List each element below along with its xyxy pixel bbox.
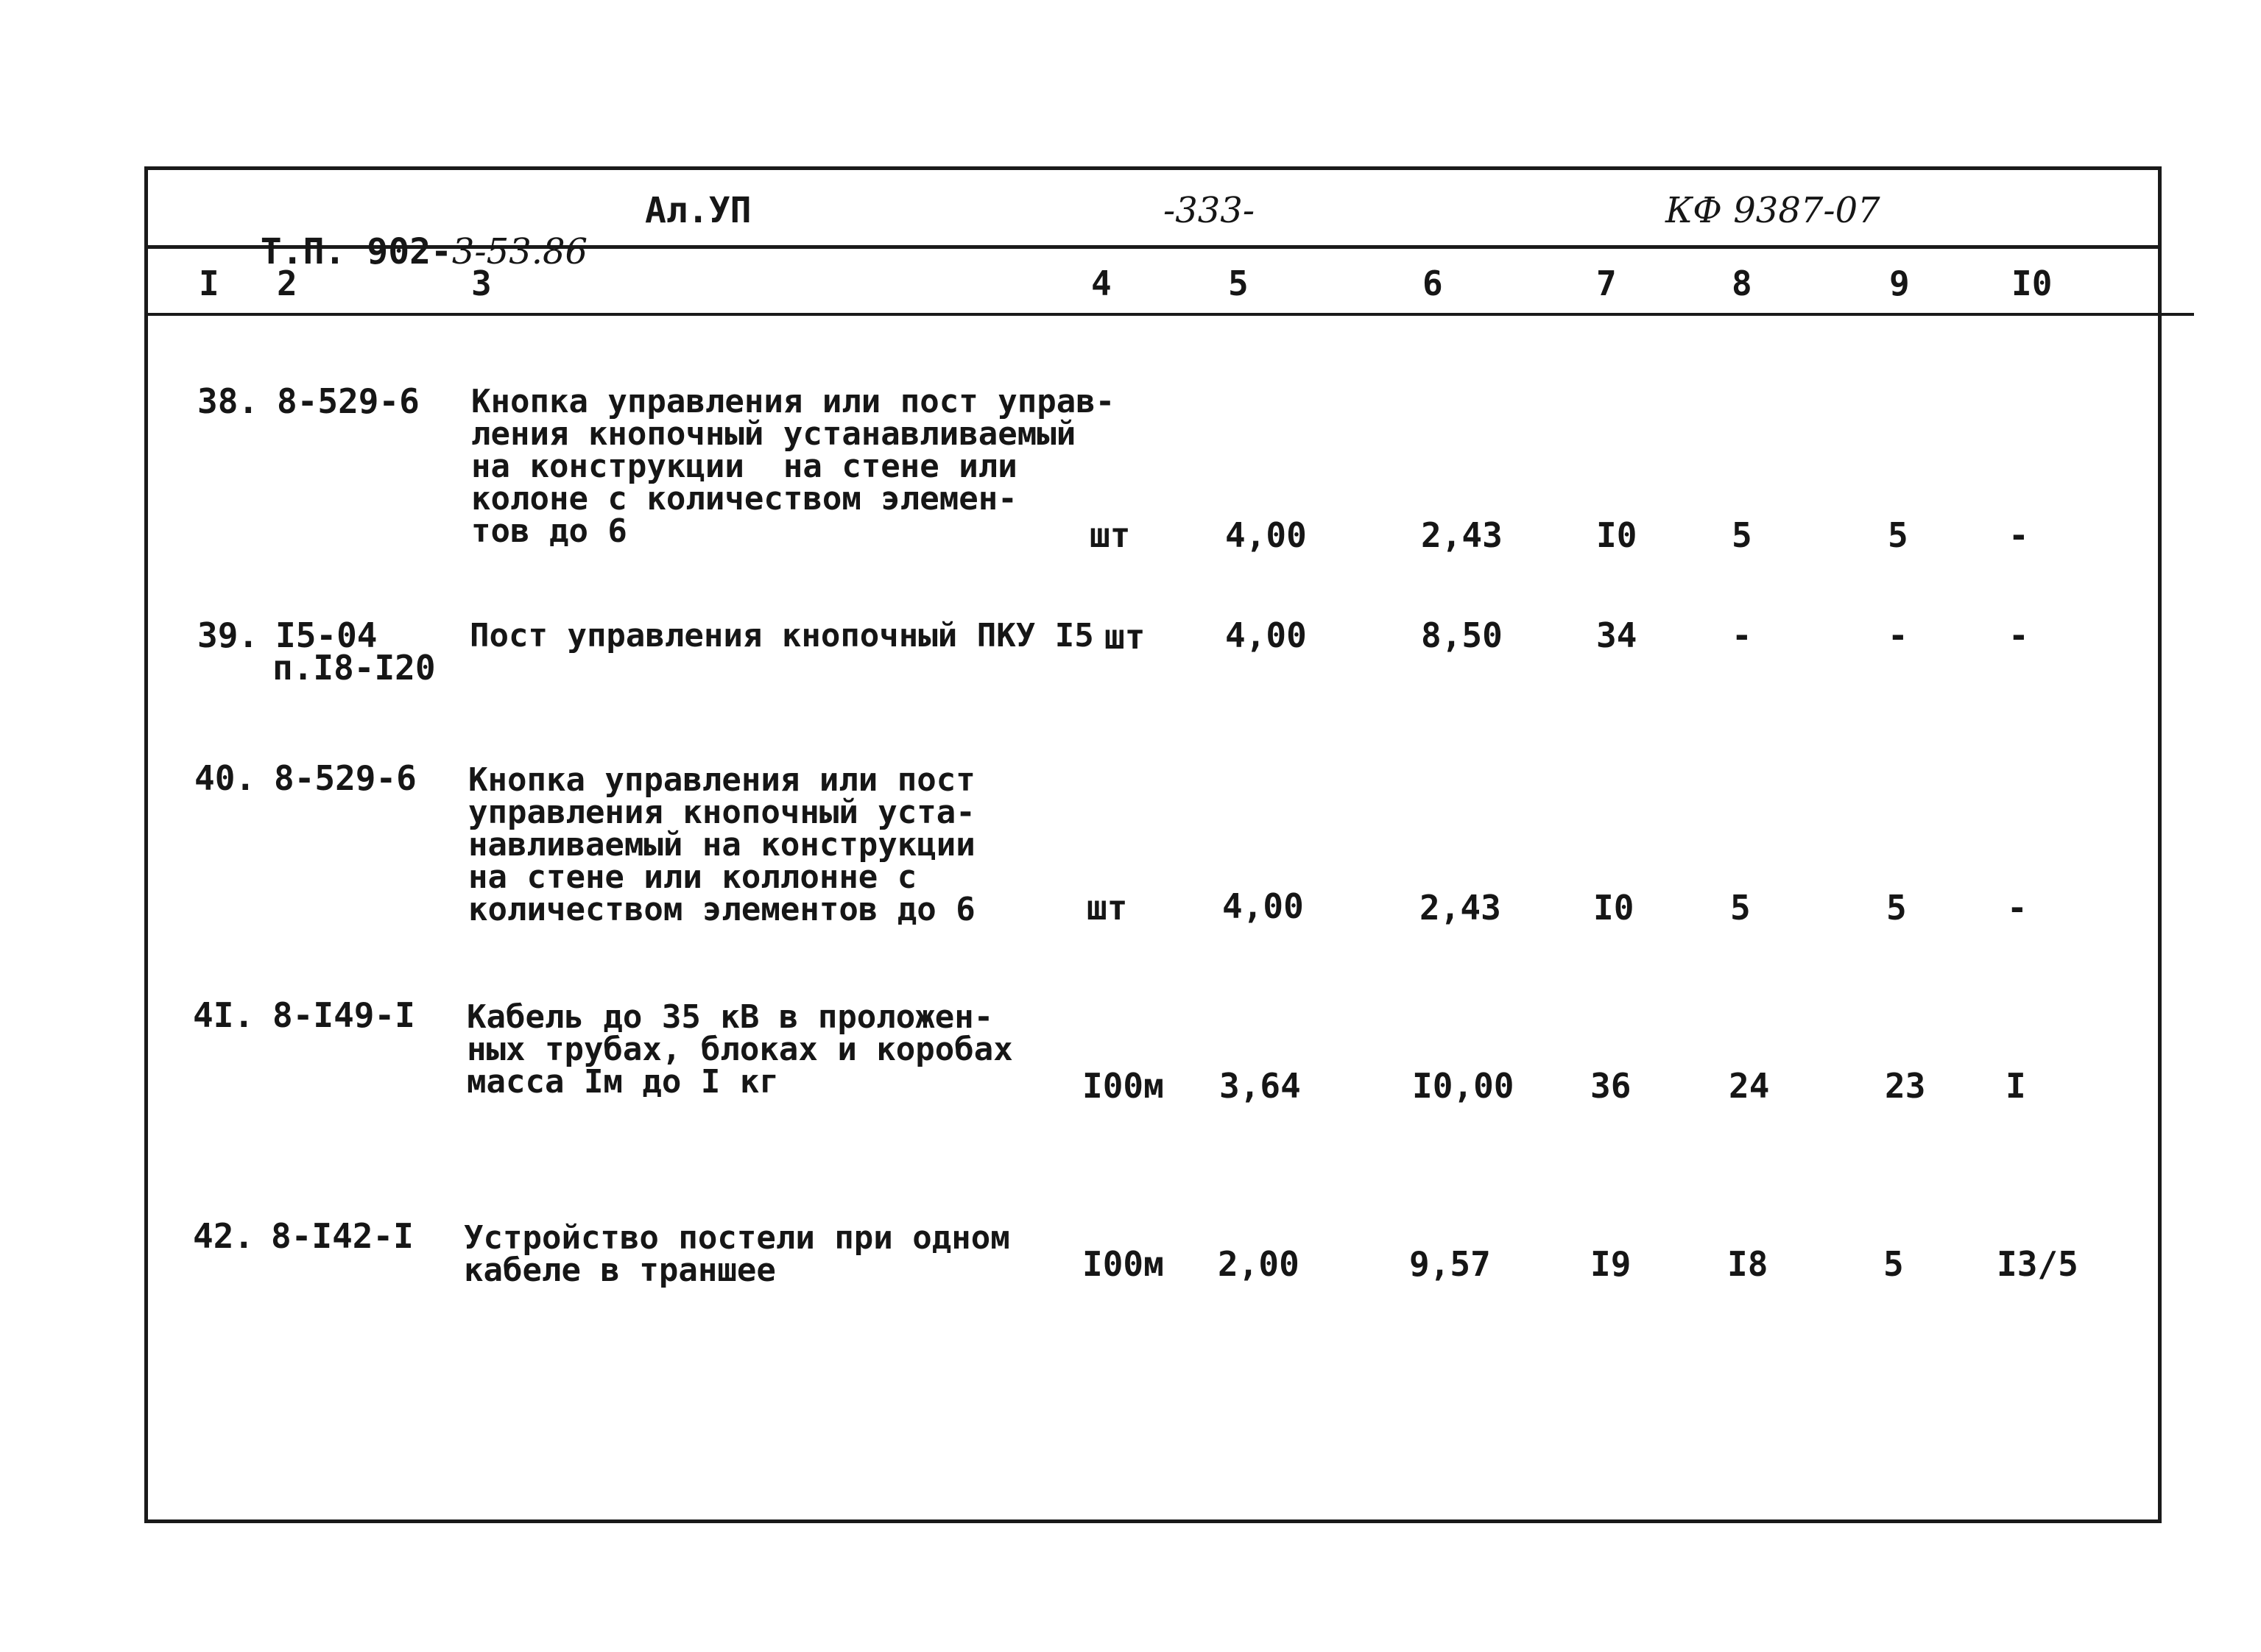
column-header-2: 2 [277, 264, 297, 303]
row-col8: 5 [1732, 515, 1752, 555]
column-header-1: I [199, 264, 219, 303]
row-col6: 9,57 [1409, 1244, 1491, 1284]
row-col7: 34 [1596, 615, 1637, 655]
row-unit: I00м [1082, 1066, 1164, 1106]
row-col10: I3/5 [1997, 1244, 2078, 1284]
row-description-line: управления кнопочный уста- [468, 794, 976, 831]
row-description-line: на стене или коллонне с [468, 858, 917, 896]
row-unit: шт [1104, 617, 1146, 657]
column-header-8: 8 [1732, 264, 1752, 303]
row-number: 38. [197, 381, 259, 421]
album-label: Ал.УП [645, 190, 752, 231]
document-code: КФ 9387-07 [1665, 190, 1880, 231]
row-number: 40. [194, 758, 256, 798]
row-col6: 2,43 [1419, 888, 1501, 928]
row-description-line: масса Iм до I кг [467, 1063, 779, 1101]
doc-number-prefix: Т.П. 902- [260, 231, 452, 272]
row-col8: I8 [1727, 1244, 1768, 1284]
row-col7: I0 [1596, 515, 1637, 555]
row-col7: I9 [1590, 1244, 1632, 1284]
row-description-line: тов до 6 [471, 512, 627, 550]
row-number: 42. [193, 1216, 255, 1256]
row-col6: 2,43 [1421, 515, 1503, 555]
column-header-4: 4 [1091, 264, 1112, 303]
row-description-line: Устройство постели при одном [464, 1219, 1010, 1257]
column-header-5: 5 [1228, 264, 1249, 303]
row-col6: I0,00 [1412, 1066, 1514, 1106]
row-description-line: Кнопка управления или пост управ- [471, 383, 1115, 420]
row-description-line: на конструкции на стене или [471, 448, 1017, 485]
row-description-line: количеством элементов до 6 [468, 891, 976, 928]
row-code: I5-04 [275, 615, 378, 655]
row-number: 4I. [193, 995, 255, 1035]
row-unit: шт [1090, 515, 1131, 555]
row-code: 8-529-6 [274, 758, 417, 798]
row-col5: 4,00 [1222, 886, 1304, 926]
row-col8: 5 [1730, 888, 1751, 928]
row-description-line: кабеле в траншее [464, 1252, 776, 1289]
row-col8: 24 [1729, 1066, 1770, 1106]
page-number: -333- [1163, 190, 1255, 231]
doc-number [218, 190, 588, 272]
row-description-line: колоне с количеством элемен- [471, 480, 1017, 518]
row-description-line: ления кнопочный устанавливаемый [471, 415, 1076, 453]
doc-number-handwritten: 3-53.86 [451, 231, 588, 272]
row-description-line: навливаемый на конструкции [468, 826, 976, 864]
row-number: 39. [197, 615, 259, 655]
row-col9: - [1888, 615, 1908, 655]
row-unit: I00м [1082, 1244, 1164, 1284]
column-header-7: 7 [1596, 264, 1617, 303]
row-col7: 36 [1590, 1066, 1632, 1106]
row-col8: - [1732, 615, 1752, 655]
row-col5: 4,00 [1225, 515, 1307, 555]
row-col9: 5 [1883, 1244, 1904, 1284]
row-code: 8-I42-I [271, 1216, 414, 1256]
column-header-6: 6 [1422, 264, 1443, 303]
row-code: 8-I49-I [272, 995, 415, 1035]
row-col9: 5 [1886, 888, 1907, 928]
column-header-3: 3 [471, 264, 492, 303]
row-col5: 4,00 [1225, 615, 1307, 655]
row-col9: 5 [1888, 515, 1908, 555]
row-col10: - [2008, 615, 2029, 655]
row-description-line: ных трубах, блоках и коробах [467, 1031, 1013, 1068]
column-header-divider [147, 313, 2194, 316]
row-col10: - [2007, 888, 2028, 928]
row-description-line: Пост управления кнопочный ПКУ I5 [470, 617, 1094, 654]
row-col9: 23 [1885, 1066, 1926, 1106]
table-frame [144, 166, 2162, 1523]
row-unit: шт [1087, 888, 1128, 928]
row-code-extra: п.I8-I20 [272, 648, 436, 688]
row-col7: I0 [1593, 888, 1634, 928]
row-description-line: Кабель до 35 кВ в проложен- [467, 998, 994, 1036]
column-header-10: I0 [2011, 264, 2053, 303]
row-col6: 8,50 [1421, 615, 1503, 655]
row-col5: 2,00 [1218, 1244, 1299, 1284]
row-col5: 3,64 [1219, 1066, 1301, 1106]
row-code: 8-529-6 [277, 381, 420, 421]
column-header-9: 9 [1889, 264, 1910, 303]
row-description-line: Кнопка управления или пост [468, 761, 976, 799]
row-col10: I [2006, 1066, 2026, 1106]
row-col10: - [2008, 515, 2029, 555]
